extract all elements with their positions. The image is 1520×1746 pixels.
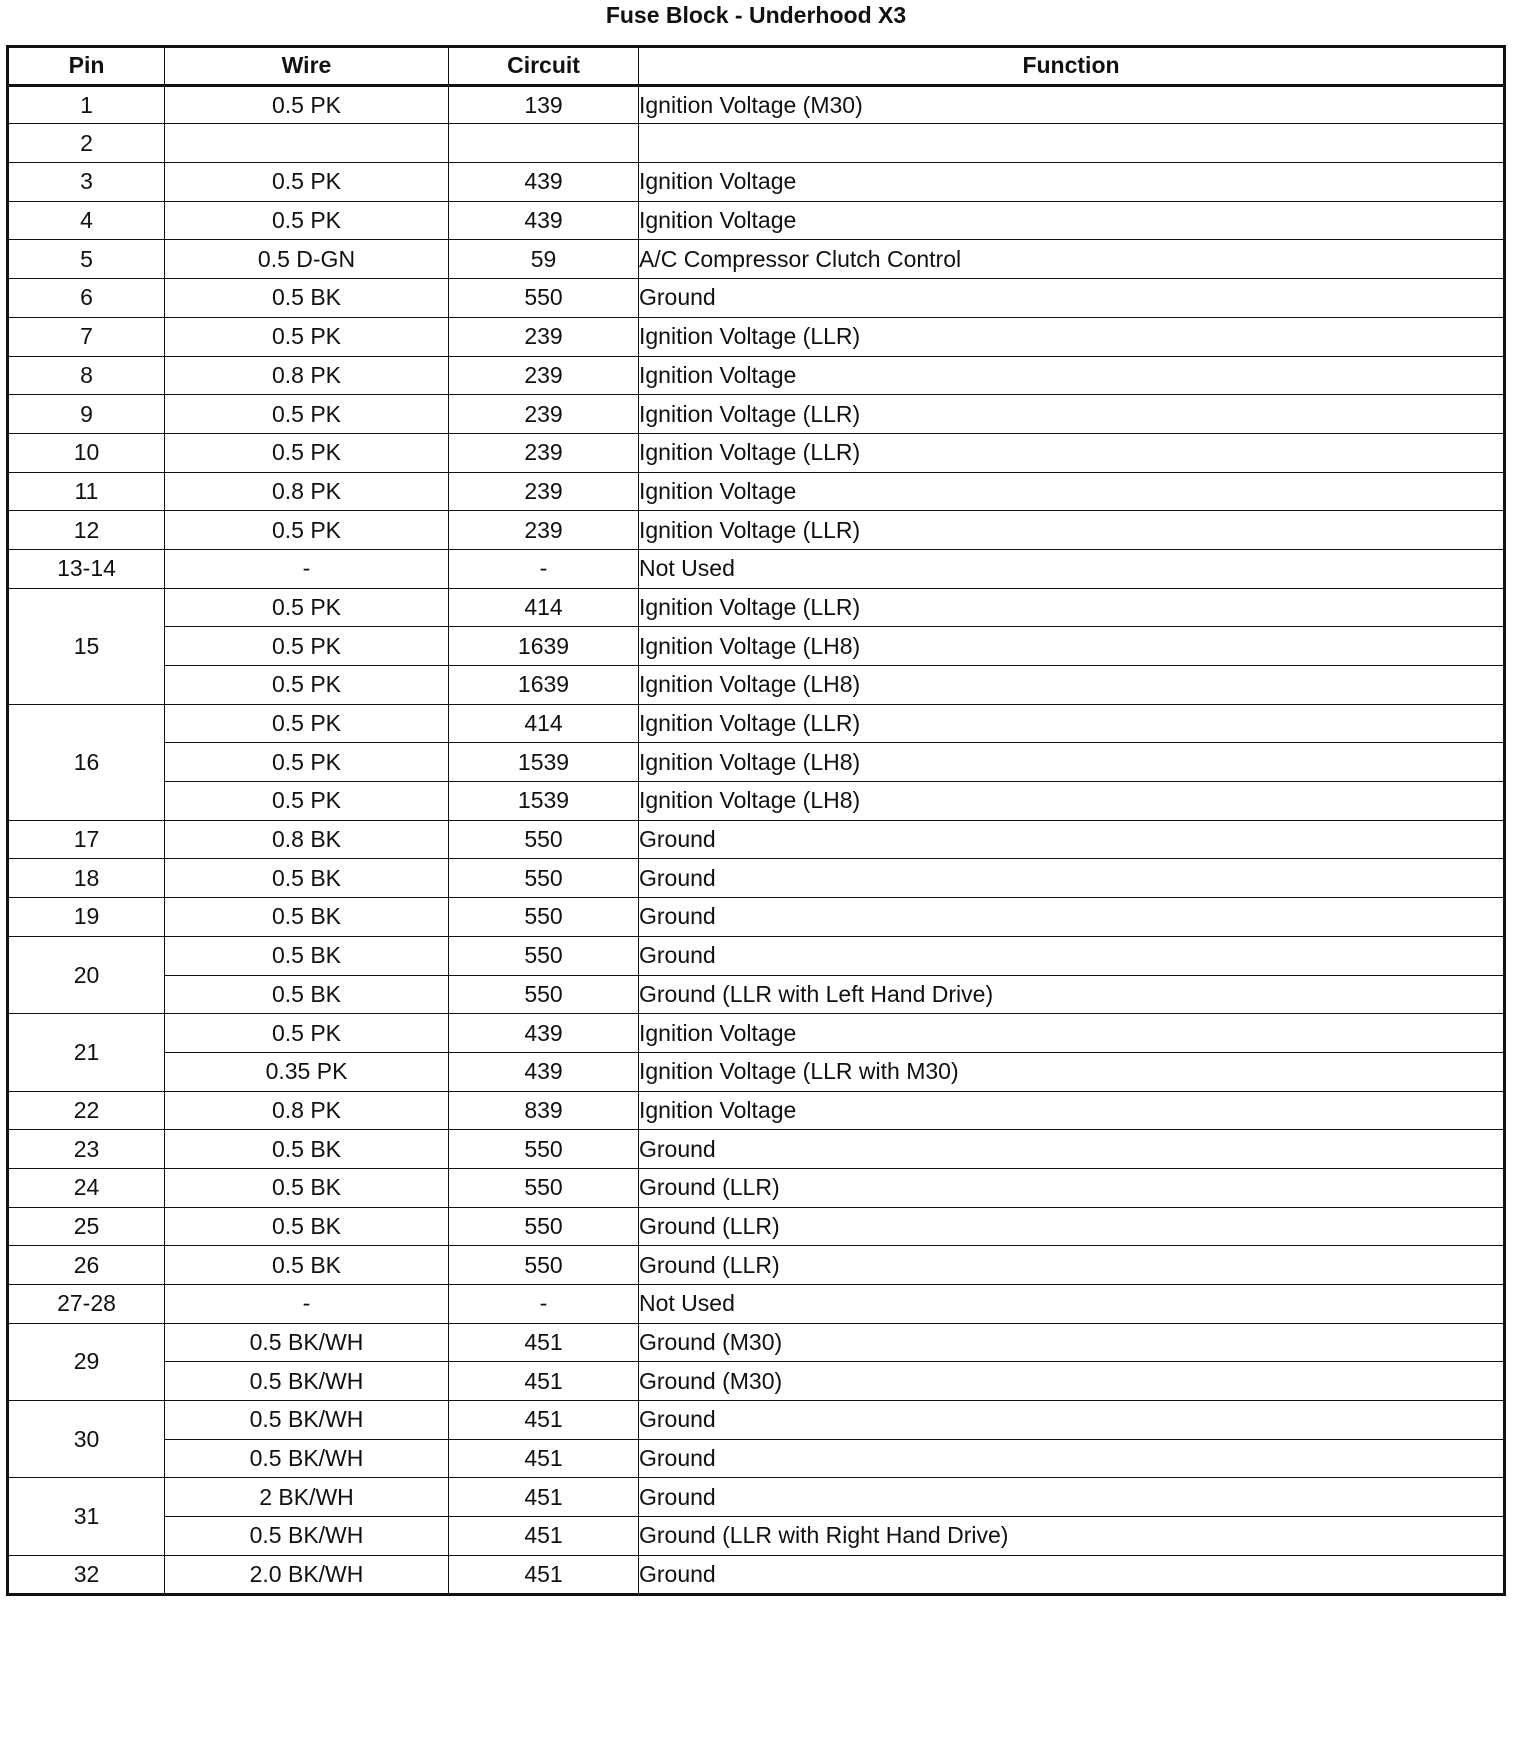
pin-cell: 25 xyxy=(8,1207,165,1246)
wire-cell: 0.5 PK xyxy=(165,201,449,240)
function-cell: Ignition Voltage (LLR) xyxy=(639,588,1505,627)
circuit-cell: 550 xyxy=(449,1246,639,1285)
wire-cell: 0.5 BK/WH xyxy=(165,1517,449,1556)
pin-cell: 24 xyxy=(8,1168,165,1207)
table-row xyxy=(8,85,1505,124)
wire-cell: 0.5 BK xyxy=(165,859,449,898)
function-cell: Ignition Voltage xyxy=(639,201,1505,240)
pin-cell: 10 xyxy=(8,433,165,472)
pin-cell: 27-28 xyxy=(8,1285,165,1324)
circuit-cell: 239 xyxy=(449,356,639,395)
function-cell: Ground xyxy=(639,898,1505,937)
table-row xyxy=(8,1362,1505,1401)
circuit-cell: 1639 xyxy=(449,666,639,705)
table-row xyxy=(8,820,1505,859)
circuit-cell: 451 xyxy=(449,1401,639,1440)
wire-cell: 0.5 BK/WH xyxy=(165,1401,449,1440)
function-cell: Ground xyxy=(639,936,1505,975)
page-title: Fuse Block - Underhood X3 xyxy=(605,2,907,28)
table-row xyxy=(8,163,1505,202)
table-row xyxy=(8,743,1505,782)
pin-cell: 15 xyxy=(8,588,165,704)
pin-cell: 4 xyxy=(8,201,165,240)
circuit-cell: 550 xyxy=(449,936,639,975)
header-circuit: Circuit xyxy=(449,47,639,86)
circuit-cell: 59 xyxy=(449,240,639,279)
table-row xyxy=(8,859,1505,898)
table-row xyxy=(8,1246,1505,1285)
table-row xyxy=(8,1168,1505,1207)
wire-cell: 0.5 BK xyxy=(165,1168,449,1207)
table-row xyxy=(8,1207,1505,1246)
circuit-cell: 451 xyxy=(449,1555,639,1594)
pin-cell: 31 xyxy=(8,1478,165,1555)
wire-cell xyxy=(165,124,449,163)
circuit-cell: 550 xyxy=(449,975,639,1014)
function-cell: Not Used xyxy=(639,549,1505,588)
function-cell: Ignition Voltage xyxy=(639,1014,1505,1053)
table-row xyxy=(8,1014,1505,1053)
function-cell: A/C Compressor Clutch Control xyxy=(639,240,1505,279)
pin-cell: 11 xyxy=(8,472,165,511)
wire-cell: 0.5 D-GN xyxy=(165,240,449,279)
function-cell: Ignition Voltage (LH8) xyxy=(639,627,1505,666)
circuit-cell: 550 xyxy=(449,820,639,859)
pin-cell: 12 xyxy=(8,511,165,550)
table-row xyxy=(8,1555,1505,1594)
function-cell: Ground xyxy=(639,279,1505,318)
function-cell: Ground xyxy=(639,820,1505,859)
pin-cell: 29 xyxy=(8,1323,165,1400)
pin-cell: 1 xyxy=(8,85,165,124)
circuit-cell: 550 xyxy=(449,1207,639,1246)
circuit-cell: 839 xyxy=(449,1091,639,1130)
header-pin: Pin xyxy=(8,47,165,86)
function-cell: Ground (LLR with Left Hand Drive) xyxy=(639,975,1505,1014)
circuit-cell: 239 xyxy=(449,472,639,511)
circuit-cell: 239 xyxy=(449,511,639,550)
function-cell xyxy=(639,124,1505,163)
wire-cell: 0.5 BK/WH xyxy=(165,1323,449,1362)
function-cell: Ground xyxy=(639,1555,1505,1594)
function-cell: Ground xyxy=(639,859,1505,898)
table-row xyxy=(8,898,1505,937)
table-row xyxy=(8,124,1505,163)
header-wire: Wire xyxy=(165,47,449,86)
function-cell: Ground (LLR with Right Hand Drive) xyxy=(639,1517,1505,1556)
table-row xyxy=(8,1439,1505,1478)
table-row xyxy=(8,1401,1505,1440)
function-cell: Ground (LLR) xyxy=(639,1246,1505,1285)
table-row xyxy=(8,704,1505,743)
wire-cell: 0.5 BK xyxy=(165,1207,449,1246)
pin-cell: 7 xyxy=(8,317,165,356)
function-cell: Ground xyxy=(639,1401,1505,1440)
table-row xyxy=(8,1285,1505,1324)
pin-cell: 6 xyxy=(8,279,165,318)
wire-cell: - xyxy=(165,549,449,588)
wire-cell: 0.5 PK xyxy=(165,511,449,550)
table-row xyxy=(8,588,1505,627)
pin-cell: 20 xyxy=(8,936,165,1013)
function-cell: Ignition Voltage xyxy=(639,1091,1505,1130)
function-cell: Ignition Voltage (LLR) xyxy=(639,433,1505,472)
wire-cell: 0.8 PK xyxy=(165,1091,449,1130)
circuit-cell: 239 xyxy=(449,317,639,356)
wire-cell: 0.5 PK xyxy=(165,85,449,124)
function-cell: Ground (LLR) xyxy=(639,1168,1505,1207)
table-row xyxy=(8,279,1505,318)
wire-cell: 0.5 PK xyxy=(165,627,449,666)
function-cell: Ignition Voltage (LH8) xyxy=(639,743,1505,782)
function-cell: Ground (M30) xyxy=(639,1362,1505,1401)
wire-cell: 0.5 PK xyxy=(165,743,449,782)
pin-cell: 5 xyxy=(8,240,165,279)
function-cell: Ignition Voltage (LLR) xyxy=(639,511,1505,550)
wire-cell: 0.5 BK xyxy=(165,1246,449,1285)
pin-cell: 18 xyxy=(8,859,165,898)
pin-cell: 8 xyxy=(8,356,165,395)
circuit-cell: 439 xyxy=(449,163,639,202)
circuit-cell: 550 xyxy=(449,1168,639,1207)
pin-table xyxy=(6,45,1506,1596)
header-row xyxy=(8,47,1505,86)
circuit-cell: 439 xyxy=(449,1052,639,1091)
circuit-cell xyxy=(449,124,639,163)
table-row xyxy=(8,1091,1505,1130)
circuit-cell: 451 xyxy=(449,1362,639,1401)
pin-cell: 16 xyxy=(8,704,165,820)
wire-cell: 0.5 PK xyxy=(165,395,449,434)
table-row xyxy=(8,1052,1505,1091)
wire-cell: 2.0 BK/WH xyxy=(165,1555,449,1594)
table-row xyxy=(8,201,1505,240)
wire-cell: 0.5 BK xyxy=(165,975,449,1014)
circuit-cell: 451 xyxy=(449,1439,639,1478)
table-row xyxy=(8,356,1505,395)
function-cell: Ignition Voltage (LLR) xyxy=(639,395,1505,434)
circuit-cell: 239 xyxy=(449,395,639,434)
function-cell: Ignition Voltage (LLR) xyxy=(639,317,1505,356)
wire-cell: - xyxy=(165,1285,449,1324)
function-cell: Ignition Voltage xyxy=(639,163,1505,202)
pin-cell: 32 xyxy=(8,1555,165,1594)
table-row xyxy=(8,1478,1505,1517)
wire-cell: 0.8 BK xyxy=(165,820,449,859)
function-cell: Ignition Voltage (LH8) xyxy=(639,782,1505,821)
pin-cell: 23 xyxy=(8,1130,165,1169)
pin-cell: 26 xyxy=(8,1246,165,1285)
function-cell: Ignition Voltage xyxy=(639,356,1505,395)
function-cell: Ignition Voltage xyxy=(639,472,1505,511)
table-body xyxy=(8,85,1505,1594)
table-row xyxy=(8,433,1505,472)
wire-cell: 0.5 BK xyxy=(165,279,449,318)
wire-cell: 0.5 PK xyxy=(165,163,449,202)
wire-cell: 0.5 BK xyxy=(165,936,449,975)
pin-cell: 17 xyxy=(8,820,165,859)
pin-cell: 3 xyxy=(8,163,165,202)
function-cell: Ground xyxy=(639,1439,1505,1478)
wire-cell: 0.8 PK xyxy=(165,472,449,511)
pin-cell: 22 xyxy=(8,1091,165,1130)
function-cell: Ground xyxy=(639,1130,1505,1169)
circuit-cell: 414 xyxy=(449,704,639,743)
wire-cell: 0.5 BK/WH xyxy=(165,1362,449,1401)
table-row xyxy=(8,782,1505,821)
wire-cell: 0.5 PK xyxy=(165,433,449,472)
table-row xyxy=(8,317,1505,356)
table-row xyxy=(8,1130,1505,1169)
table-row xyxy=(8,627,1505,666)
circuit-cell: 1539 xyxy=(449,782,639,821)
table-row xyxy=(8,549,1505,588)
wire-cell: 0.5 BK xyxy=(165,1130,449,1169)
function-cell: Ignition Voltage (M30) xyxy=(639,85,1505,124)
pin-cell: 21 xyxy=(8,1014,165,1091)
table-row xyxy=(8,395,1505,434)
circuit-cell: 439 xyxy=(449,201,639,240)
table-row xyxy=(8,1323,1505,1362)
wire-cell: 0.5 PK xyxy=(165,782,449,821)
function-cell: Ignition Voltage (LH8) xyxy=(639,666,1505,705)
wire-cell: 0.5 PK xyxy=(165,317,449,356)
circuit-cell: 1539 xyxy=(449,743,639,782)
circuit-cell: 139 xyxy=(449,85,639,124)
wire-cell: 0.35 PK xyxy=(165,1052,449,1091)
circuit-cell: 451 xyxy=(449,1517,639,1556)
function-cell: Ignition Voltage (LLR with M30) xyxy=(639,1052,1505,1091)
wire-cell: 0.5 PK xyxy=(165,588,449,627)
pin-cell: 9 xyxy=(8,395,165,434)
wire-cell: 0.5 BK/WH xyxy=(165,1439,449,1478)
table-row xyxy=(8,511,1505,550)
circuit-cell: 451 xyxy=(449,1478,639,1517)
circuit-cell: 451 xyxy=(449,1323,639,1362)
wire-cell: 0.8 PK xyxy=(165,356,449,395)
pin-cell: 30 xyxy=(8,1401,165,1478)
table-row xyxy=(8,1517,1505,1556)
table-row xyxy=(8,975,1505,1014)
function-cell: Ground (M30) xyxy=(639,1323,1505,1362)
table-header xyxy=(8,47,1505,86)
circuit-cell: 550 xyxy=(449,279,639,318)
wire-cell: 0.5 PK xyxy=(165,1014,449,1053)
circuit-cell: - xyxy=(449,1285,639,1324)
circuit-cell: 550 xyxy=(449,1130,639,1169)
circuit-cell: - xyxy=(449,549,639,588)
circuit-cell: 1639 xyxy=(449,627,639,666)
function-cell: Ground (LLR) xyxy=(639,1207,1505,1246)
circuit-cell: 414 xyxy=(449,588,639,627)
function-cell: Not Used xyxy=(639,1285,1505,1324)
pin-cell: 2 xyxy=(8,124,165,163)
table-row xyxy=(8,936,1505,975)
table-row xyxy=(8,240,1505,279)
circuit-cell: 550 xyxy=(449,859,639,898)
table-row xyxy=(8,472,1505,511)
circuit-cell: 239 xyxy=(449,433,639,472)
wire-cell: 0.5 PK xyxy=(165,704,449,743)
function-cell: Ground xyxy=(639,1478,1505,1517)
header-function: Function xyxy=(639,47,1505,86)
wire-cell: 0.5 BK xyxy=(165,898,449,937)
circuit-cell: 550 xyxy=(449,898,639,937)
wire-cell: 2 BK/WH xyxy=(165,1478,449,1517)
pin-cell: 13-14 xyxy=(8,549,165,588)
wire-cell: 0.5 PK xyxy=(165,666,449,705)
circuit-cell: 439 xyxy=(449,1014,639,1053)
table-row xyxy=(8,666,1505,705)
function-cell: Ignition Voltage (LLR) xyxy=(639,704,1505,743)
pin-cell: 19 xyxy=(8,898,165,937)
